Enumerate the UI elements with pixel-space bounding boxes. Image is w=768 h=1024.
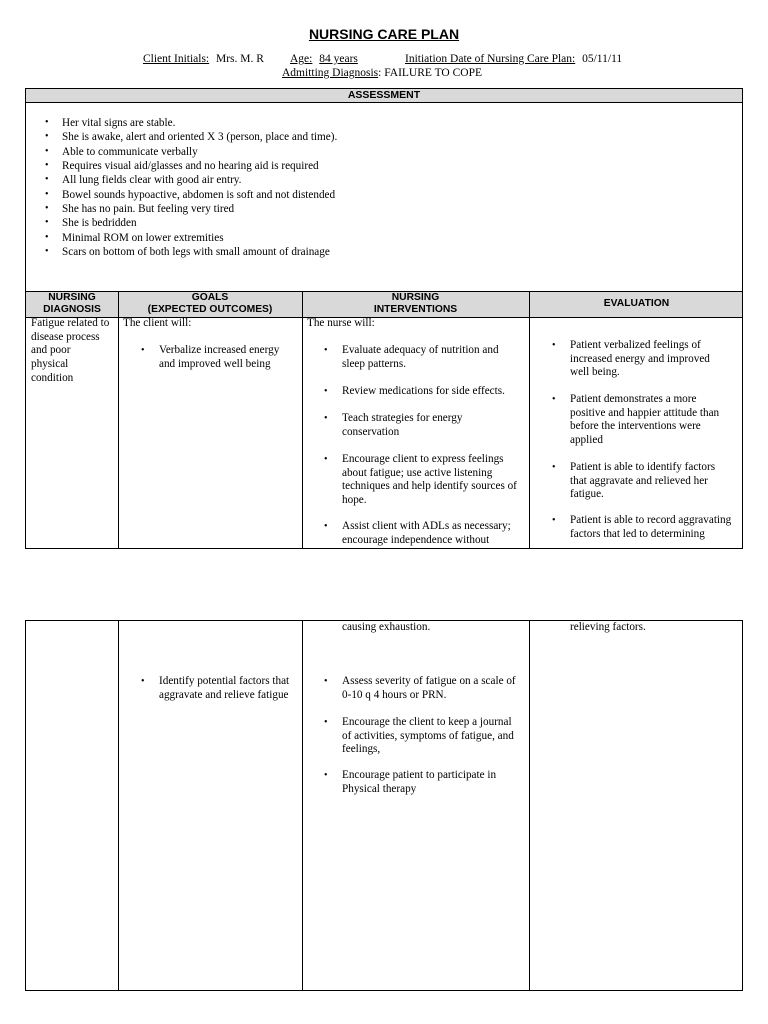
age-label: Age: [290, 53, 313, 65]
intervention-item-line: Encourage client to express feelings [342, 453, 504, 465]
goal-item [141, 344, 280, 371]
intervention-item-line: sleep patterns. [342, 357, 406, 370]
goals-intro: The client will: [123, 317, 192, 329]
diagnosis-line: and poor [31, 344, 71, 357]
interventions-continued: causing exhaustion. [342, 621, 431, 633]
goal-item-line: and improved well being [159, 357, 271, 370]
column-divider [529, 621, 530, 990]
intervention-item-line: Encourage patient to participate in [342, 769, 497, 781]
assessment-item: • All lung fields clear with good air entry. [26, 173, 742, 187]
goal-item-line: aggravate and relieve fatigue [159, 688, 289, 701]
col-header-evaluation [529, 291, 744, 316]
column-divider [529, 291, 530, 548]
bullet-marker: • [324, 717, 328, 728]
bullet-marker: • [324, 770, 328, 781]
admitting-diagnosis-value: : FAILURE TO COPE [378, 67, 482, 79]
col-header-evaluation-text: EVALUATION [603, 297, 670, 309]
diagnosis-cell [31, 317, 117, 386]
intervention-item [324, 675, 516, 702]
intervention-item [324, 716, 514, 757]
bullet-marker: • [324, 386, 328, 397]
evaluation-item-line: well being. [570, 366, 620, 379]
col-header-interventions-line1: NURSING [391, 292, 440, 303]
age-line [290, 52, 358, 66]
intervention-item-line: hope. [342, 494, 367, 507]
bullet-marker: • [141, 676, 145, 687]
evaluation-item-line: Patient is able to record aggravating [570, 514, 732, 526]
intervention-item-line: 0-10 q 4 hours or PRN. [342, 688, 447, 701]
intervention-item-line: Physical therapy [342, 782, 417, 795]
bullet-marker: • [552, 462, 556, 473]
goal-item-line: Identify potential factors that [159, 675, 290, 687]
assessment-item: • She has no pain. But feeling very tired [26, 202, 742, 216]
admitting-diagnosis-label: Admitting Diagnosis [282, 67, 379, 79]
evaluation-item-line: that aggravate and relieved her [570, 474, 708, 487]
page-title: NURSING CARE PLAN [308, 26, 460, 42]
diagnosis-line: physical [31, 358, 69, 371]
bullet-marker: • [324, 521, 328, 532]
evaluation-continued: relieving factors. [570, 621, 646, 633]
evaluation-item [552, 393, 720, 448]
intervention-item-line: Assess severity of fatigue on a scale of [342, 675, 516, 687]
assessment-item: • Scars on bottom of both legs with small amount of drainage [26, 245, 742, 259]
evaluation-item [552, 461, 716, 502]
client-initials-label: Client Initials: [143, 53, 210, 65]
bullet-marker: • [324, 345, 328, 356]
evaluation-item-line: Patient is able to identify factors [570, 461, 716, 473]
evaluation-item-line: increased energy and improved [570, 352, 710, 365]
assessment-item: • Able to communicate verbally [26, 145, 742, 159]
column-divider [302, 291, 303, 548]
goal-item [141, 675, 290, 702]
intervention-item-line: conservation [342, 425, 400, 438]
intervention-item-line: Evaluate adequacy of nutrition and [342, 344, 499, 356]
intervention-item-line: encourage independence without [342, 533, 490, 546]
col-header-diagnosis [26, 291, 118, 316]
intervention-item-line: about fatigue; use active listening [342, 466, 493, 479]
intervention-item-line: Encourage the client to keep a journal [342, 716, 512, 728]
evaluation-item-line: Patient verbalized feelings of [570, 339, 701, 351]
assessment-section [25, 88, 743, 292]
column-divider [302, 621, 303, 990]
assessment-heading: ASSESSMENT [26, 89, 742, 103]
intervention-item [324, 412, 463, 439]
client-initials-value: Mrs. M. R [216, 53, 264, 65]
client-info-line [143, 52, 264, 66]
col-header-goals [118, 291, 302, 316]
evaluation-item-line: positive and happier attitude than [570, 406, 720, 419]
age-value: 84 years [319, 53, 358, 65]
bullet-marker: • [552, 515, 556, 526]
intervention-item [324, 769, 497, 796]
col-header-interventions-line2: INTERVENTIONS [373, 303, 458, 315]
column-divider [118, 621, 119, 990]
intervention-item-line: Review medications for side effects. [342, 385, 505, 397]
assessment-list [26, 116, 742, 259]
intervention-item-line: Assist client with ADLs as necessary; [342, 520, 511, 532]
diagnosis-line: Fatigue related to [31, 317, 110, 329]
col-header-interventions [302, 291, 529, 316]
diagnosis-line: disease process [31, 330, 100, 343]
intervention-item [324, 385, 505, 399]
col-header-diagnosis-line2: DIAGNOSIS [43, 303, 101, 315]
evaluation-item [552, 339, 710, 380]
bullet-marker: • [552, 340, 556, 351]
assessment-item: • She is awake, alert and oriented X 3 (person, place and time). [26, 130, 742, 144]
goal-item-line: Verbalize increased energy [159, 344, 280, 356]
col-header-goals-line1: GOALS [191, 292, 229, 303]
initiation-date-label: Initiation Date of Nursing Care Plan: [405, 53, 576, 65]
initiation-date-value: 05/11/11 [582, 53, 623, 65]
bullet-marker: • [324, 454, 328, 465]
intervention-item-line: feelings, [342, 743, 381, 756]
admitting-diagnosis-line [282, 66, 482, 80]
evaluation-item-line: applied [570, 434, 603, 447]
column-divider [118, 291, 119, 548]
intervention-item-line: Teach strategies for energy [342, 412, 463, 424]
evaluation-item-line: before the interventions were [570, 420, 701, 433]
bullet-marker: • [141, 345, 145, 356]
bullet-marker: • [552, 394, 556, 405]
assessment-item: • Minimal ROM on lower extremities [26, 231, 742, 245]
bullet-marker: • [324, 413, 328, 424]
assessment-item: • Her vital signs are stable. [26, 116, 742, 130]
evaluation-item-line: fatigue. [570, 488, 604, 501]
care-plan-table-page2 [25, 620, 743, 991]
care-plan-table-page1 [25, 291, 743, 549]
col-header-goals-line2: (EXPECTED OUTCOMES) [147, 303, 273, 315]
assessment-item: • She is bedridden [26, 216, 742, 230]
evaluation-item-line: Patient demonstrates a more [570, 393, 697, 405]
assessment-item: • Requires visual aid/glasses and no hearing aid is required [26, 159, 742, 173]
diagnosis-line: condition [31, 371, 74, 384]
evaluation-item [552, 514, 732, 541]
intervention-item [324, 453, 517, 508]
intervention-item-line: techniques and help identify sources of [342, 480, 517, 493]
initiation-date-line [405, 52, 622, 66]
bullet-marker: • [324, 676, 328, 687]
assessment-item: • Bowel sounds hypoactive, abdomen is soft and not distended [26, 188, 742, 202]
col-header-diagnosis-line1: NURSING [48, 292, 96, 303]
intervention-item [324, 520, 511, 547]
intervention-item [324, 344, 499, 371]
interventions-intro: The nurse will: [307, 317, 375, 329]
intervention-item-line: of activities, symptoms of fatigue, and [342, 729, 514, 742]
evaluation-item-line: factors that led to determining [570, 527, 705, 540]
